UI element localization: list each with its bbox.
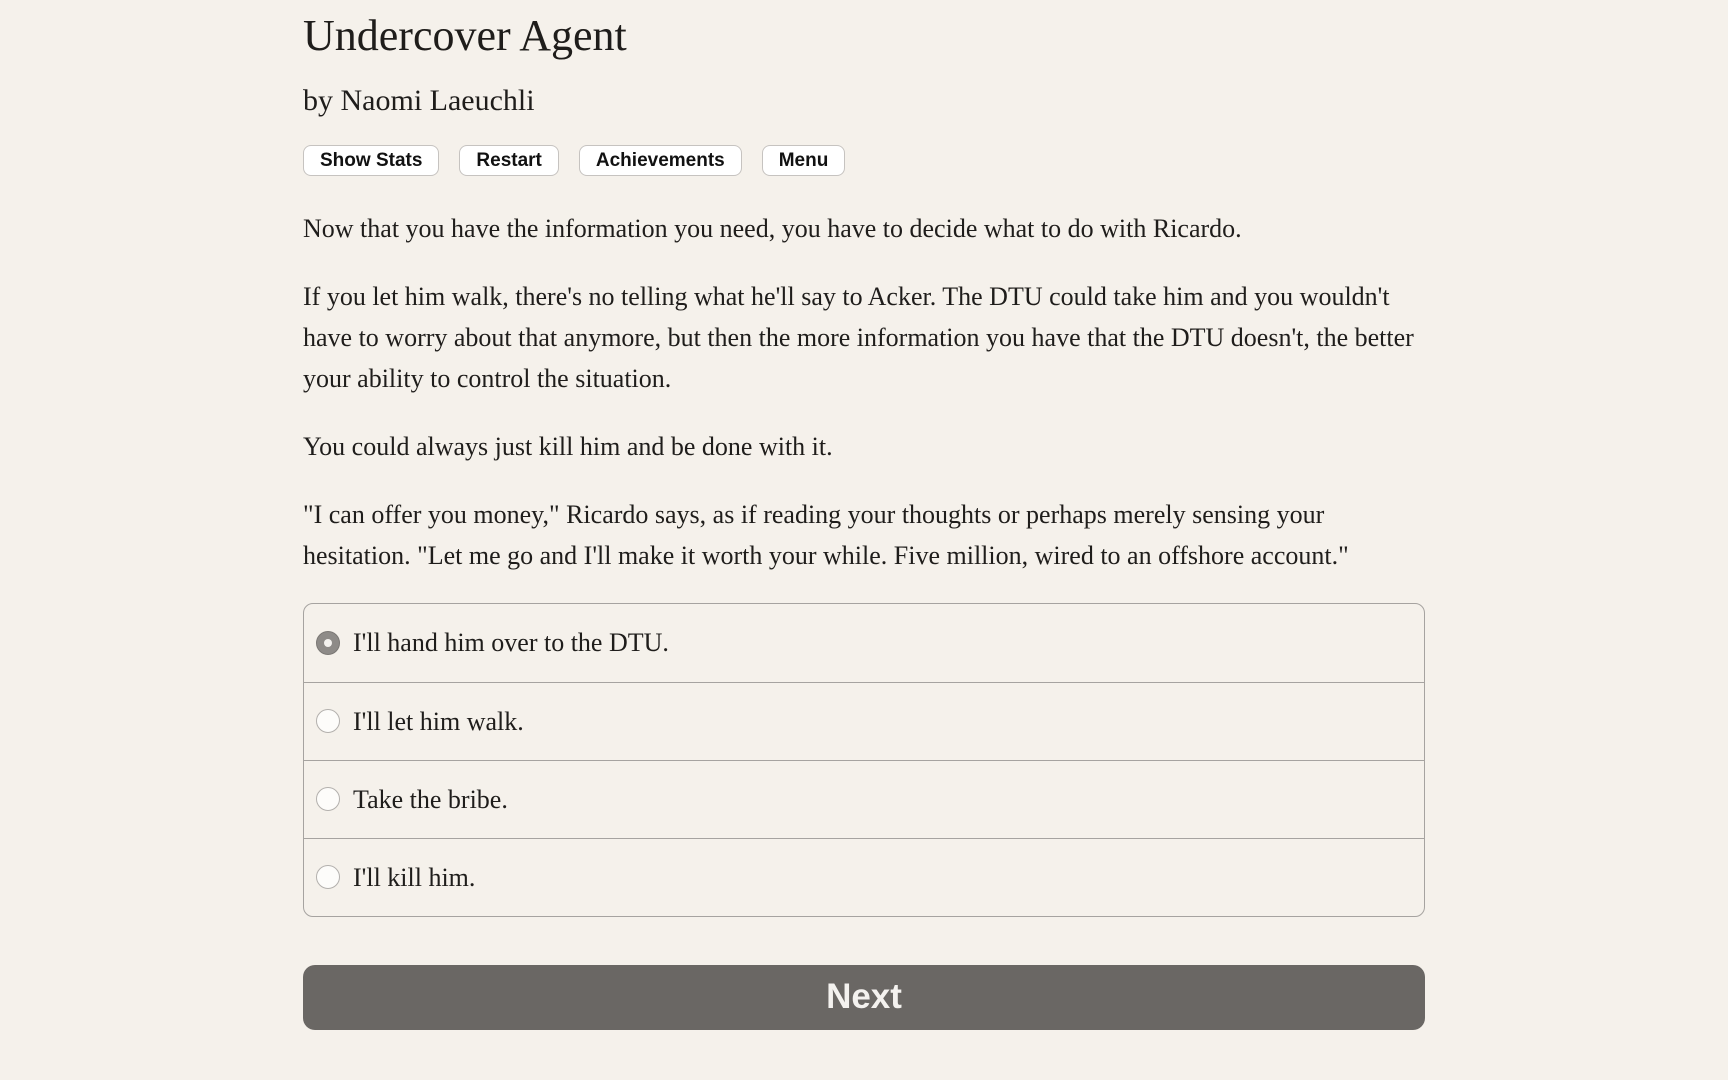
story-paragraph: Now that you have the information you need, you have to decide what to do with Ricardo. xyxy=(303,213,1242,243)
choice-label: Take the bribe. xyxy=(353,784,508,814)
page-title: Undercover Agent xyxy=(303,11,627,60)
radio-button[interactable] xyxy=(316,787,340,811)
show-stats-button[interactable]: Show Stats xyxy=(303,145,439,176)
choice-row[interactable] xyxy=(304,838,1424,916)
menu-button[interactable]: Menu xyxy=(762,145,846,176)
choice-row[interactable] xyxy=(304,604,1424,682)
achievements-button[interactable]: Achievements xyxy=(579,145,742,176)
story-paragraph: If you let him walk, there's no telling what he'll say to Acker. The DTU could take him and you wouldn't have to worry about that anymore, but then the more information you have that the DTU doesn't, the better your ability to control the situation. xyxy=(303,281,1414,393)
choice-row[interactable] xyxy=(304,760,1424,838)
choice-row[interactable] xyxy=(304,682,1424,760)
radio-button[interactable] xyxy=(316,865,340,889)
choice-label: I'll let him walk. xyxy=(353,706,524,736)
next-button[interactable]: Next xyxy=(303,965,1425,1030)
page-author: by Naomi Laeuchli xyxy=(303,83,535,117)
toolbar xyxy=(303,145,1425,176)
story-text xyxy=(303,208,1425,576)
story-paragraph: You could always just kill him and be done with it. xyxy=(303,431,833,461)
story-paragraph: "I can offer you money," Ricardo says, as if reading your thoughts or perhaps merely sensing your hesitation. "Let me go and I'll make it worth your while. Five million, wired to an offshore account." xyxy=(303,499,1349,570)
choice-label: I'll kill him. xyxy=(353,862,476,892)
radio-button[interactable] xyxy=(316,709,340,733)
radio-button[interactable] xyxy=(316,631,340,655)
restart-button[interactable]: Restart xyxy=(459,145,558,176)
choice-label: I'll hand him over to the DTU. xyxy=(353,628,669,658)
choice-list xyxy=(303,603,1425,917)
game-page xyxy=(303,0,1425,1030)
